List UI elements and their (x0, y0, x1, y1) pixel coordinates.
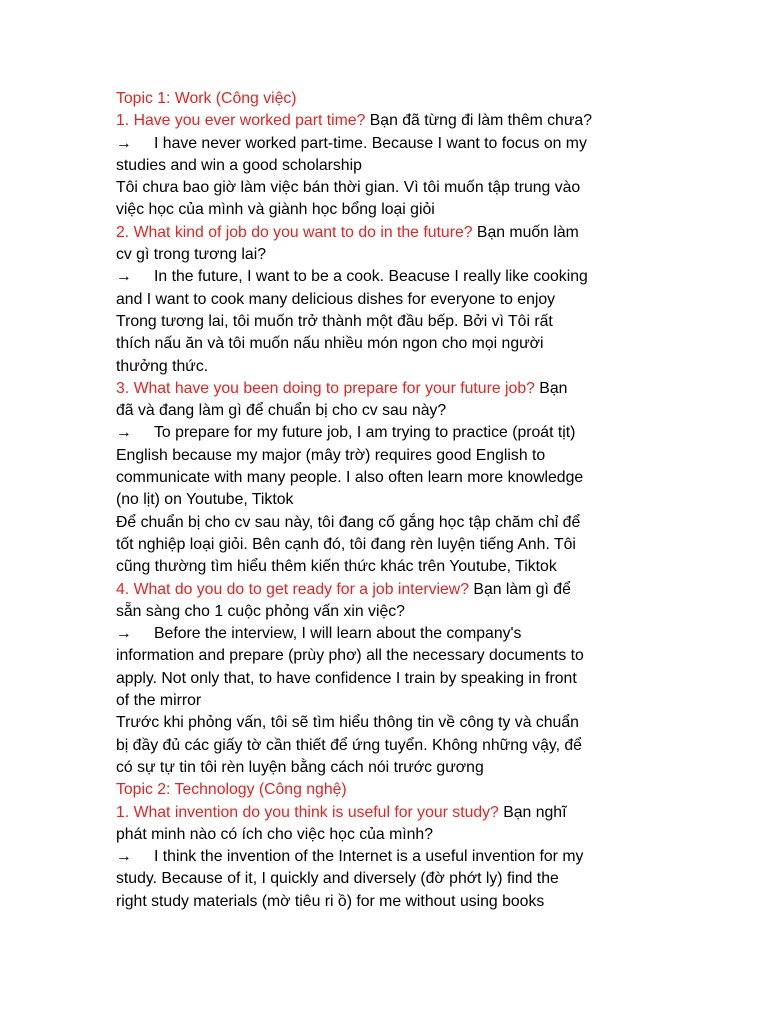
question-2-1 (116, 802, 661, 824)
answer-line: English because my major (mây trờ) requires good English to (116, 446, 546, 464)
question-1-4-vietnamese: Bạn làm gì để (469, 580, 571, 598)
answer-line: and I want to cook many delicious dishes for everyone to enjoy (116, 290, 556, 308)
answer-line: Trong tương lai, tôi muốn trở thành một đầu bếp. Bởi vì Tôi rất (116, 312, 553, 330)
document-body (116, 88, 661, 913)
answer-line: information and prepare (prùy phơ) all the necessary documents to (116, 647, 584, 665)
question-2-1-vietnamese: Bạn nghĩ (498, 803, 567, 821)
arrow-icon: → (116, 848, 132, 866)
answer-line (116, 133, 661, 155)
question-1-3 (116, 378, 661, 400)
arrow-icon: → (116, 268, 132, 286)
answer-line: tốt nghiệp loại giỏi. Bên cạnh đó, tôi đang rèn luyện tiếng Anh. Tôi (116, 535, 576, 553)
answer-line: right study materials (mờ tiêu ri ồ) for me without using books (116, 892, 545, 910)
answer-text: I think the invention of the Internet is a useful invention for my (154, 848, 584, 866)
answer-line: (no lịt) on Youtube, Tiktok (116, 491, 294, 509)
answer-line: studies and win a good scholarship (116, 156, 362, 174)
answer-line: có sự tự tin tôi rèn luyện bằng cách nói trước gương (116, 758, 484, 776)
question-1-4-english: 4. What do you do to get ready for a job interview? (116, 580, 470, 598)
question-1-4-vietnamese-cont: sẵn sàng cho 1 cuộc phỏng vấn xin việc? (116, 602, 405, 620)
answer-line: Để chuẩn bị cho cv sau này, tôi đang cố gắng học tập chăm chỉ để (116, 513, 581, 531)
answer-line (116, 422, 661, 444)
question-1-2 (116, 222, 661, 244)
answer-text: To prepare for my future job, I am trying to practice (proát tịt) (154, 424, 576, 442)
answer-line: bị đầy đủ các giấy tờ cần thiết để ứng tuyển. Không những vậy, để (116, 736, 582, 754)
question-1-1-english: 1. Have you ever worked part time? (116, 112, 366, 130)
topic-2-title: Topic 2: Technology (Công nghệ) (116, 781, 347, 799)
arrow-icon: → (116, 424, 132, 442)
question-1-1-vietnamese: Bạn đã từng đi làm thêm chưa? (365, 112, 592, 130)
answer-line: apply. Not only that, to have confidence I train by speaking in front (116, 669, 577, 687)
answer-line: thích nấu ăn và tôi muốn nấu nhiều món ngon cho mọi người (116, 335, 544, 353)
answer-line (116, 266, 661, 288)
arrow-icon: → (116, 625, 132, 643)
question-1-2-vietnamese: Bạn muốn làm (472, 223, 579, 241)
answer-line: study. Because of it, I quickly and diversely (đờ phớt ly) find the (116, 870, 559, 888)
answer-line: việc học của mình và giành học bổng loại giỏi (116, 201, 435, 219)
answer-line (116, 846, 661, 868)
answer-text: Before the interview, I will learn about the company's (154, 625, 522, 643)
question-1-1 (116, 110, 661, 132)
answer-line: Trước khi phỏng vấn, tôi sẽ tìm hiểu thông tin về công ty và chuẩn (116, 714, 579, 732)
question-1-3-english: 3. What have you been doing to prepare for your future job? (116, 379, 535, 397)
question-1-2-english: 2. What kind of job do you want to do in the future? (116, 223, 473, 241)
answer-line: cũng thường tìm hiểu thêm kiến thức khác trên Youtube, Tiktok (116, 558, 557, 576)
answer-text: I have never worked part-time. Because I want to focus on my (154, 134, 587, 152)
question-1-3-vietnamese: Bạn (534, 379, 568, 397)
question-1-2-vietnamese-cont: cv gì trong tương lai? (116, 246, 267, 264)
arrow-icon: → (116, 134, 132, 152)
answer-line: of the mirror (116, 692, 202, 710)
question-2-1-english: 1. What invention do you think is useful for your study? (116, 803, 499, 821)
answer-line (116, 623, 661, 645)
topic-1-title: Topic 1: Work (Công việc) (116, 90, 297, 107)
question-1-3-vietnamese-cont: đã và đang làm gì để chuẩn bị cho cv sau này? (116, 402, 447, 420)
question-2-1-vietnamese-cont: phát minh nào có ích cho việc học của mình? (116, 825, 434, 843)
answer-line: Tôi chưa bao giờ làm việc bán thời gian. Vì tôi muốn tập trung vào (116, 179, 581, 197)
answer-line: communicate with many people. I also often learn more knowledge (116, 469, 584, 487)
question-1-4 (116, 579, 661, 601)
answer-line: thưởng thức. (116, 357, 209, 375)
answer-text: In the future, I want to be a cook. Beacuse I really like cooking (154, 268, 588, 286)
